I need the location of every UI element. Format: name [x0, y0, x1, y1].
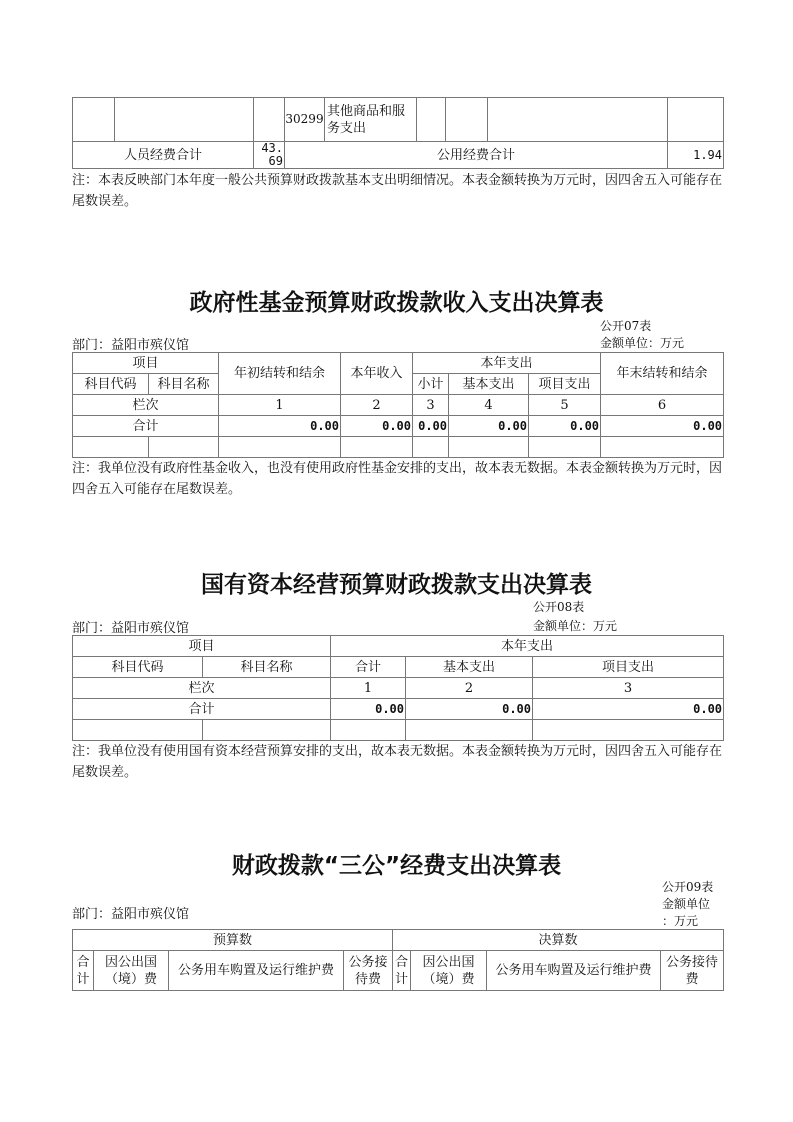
- table-row: [73, 98, 724, 142]
- public-total-value: 1.94: [668, 142, 724, 169]
- column-index: 2: [341, 395, 413, 416]
- state-capital-table: [72, 635, 724, 741]
- table-title: 政府性基金预算财政拨款收入支出决算表: [189, 290, 604, 316]
- total-value: 0.00: [219, 416, 341, 437]
- personnel-total-label: 人员经费合计: [73, 142, 254, 169]
- column-index: 3: [413, 395, 449, 416]
- public-total-label: 公用经费合计: [285, 142, 668, 169]
- column-index-label: 栏次: [73, 395, 219, 416]
- header-begin: 年初结转和结余: [219, 353, 341, 395]
- item-code: 30299: [285, 98, 325, 142]
- header-total: 合计: [393, 951, 411, 991]
- table-note: 注：我单位没有使用国有资本经营预算安排的支出，故本表无数据。本表金额转换为万元时，因四舍五入可能存在尾数误差。: [72, 744, 723, 780]
- total-value: 0.00: [533, 699, 724, 720]
- column-index: 1: [219, 395, 341, 416]
- three-public-expense-table: [72, 929, 724, 991]
- header-car: 公务用车购置及运行维护费: [487, 951, 661, 991]
- gov-fund-table: [72, 352, 724, 458]
- amount-unit-cont: ：万元: [662, 914, 699, 928]
- column-index: 1: [331, 678, 406, 699]
- item-name: 其他商品和服务支出: [325, 98, 417, 142]
- amount-unit: 金额单位: [662, 897, 711, 911]
- amount-unit: 金额单位：万元: [600, 336, 685, 350]
- department: 部门：益阳市殡仪馆: [72, 621, 190, 636]
- basic-expense-table-tail: [72, 97, 724, 169]
- header-total: 合计: [73, 951, 94, 991]
- column-index: 5: [529, 395, 601, 416]
- form-number: 公开08表: [533, 600, 585, 614]
- header-item: 项目: [73, 353, 219, 374]
- department: 部门：益阳市殡仪馆: [72, 338, 190, 353]
- total-value: 0.00: [413, 416, 449, 437]
- header-name: 科目名称: [149, 374, 219, 395]
- total-value: 0.00: [529, 416, 601, 437]
- header-final: 决算数: [393, 930, 724, 951]
- table-title: 财政拨款“三公”经费支出决算表: [231, 853, 562, 879]
- header-expense: 本年支出: [413, 353, 601, 374]
- form-number: 公开07表: [600, 319, 652, 333]
- header-name: 科目名称: [203, 657, 331, 678]
- department: 部门：益阳市殡仪馆: [72, 907, 190, 922]
- form-number: 公开09表: [662, 880, 714, 894]
- total-value: 0.00: [331, 699, 406, 720]
- column-index: 4: [449, 395, 529, 416]
- header-item: 项目: [73, 636, 331, 657]
- header-expense: 本年支出: [331, 636, 724, 657]
- column-index-label: 栏次: [73, 678, 331, 699]
- header-subtotal: 小计: [413, 374, 449, 395]
- total-value: 0.00: [406, 699, 533, 720]
- header-abroad: 因公出国（境）费: [94, 951, 169, 991]
- header-reception: 公务接待费: [661, 951, 724, 991]
- total-label: 合计: [73, 699, 331, 720]
- header-total: 合计: [331, 657, 406, 678]
- header-end: 年末结转和结余: [601, 353, 724, 395]
- total-value: 0.00: [601, 416, 724, 437]
- header-project: 项目支出: [533, 657, 724, 678]
- table-row: [73, 142, 724, 169]
- header-code: 科目代码: [73, 657, 203, 678]
- table-title: 国有资本经营预算财政拨款支出决算表: [201, 572, 592, 598]
- header-basic: 基本支出: [449, 374, 529, 395]
- table-note: 注：我单位没有政府性基金收入，也没有使用政府性基金安排的支出，故本表无数据。本表金额转换为万元时，因四舍五入可能存在尾数误差。: [72, 461, 723, 497]
- table-note: 注：本表反映部门本年度一般公共预算财政拨款基本支出明细情况。本表金额转换为万元时，因四舍五入可能存在尾数误差。: [72, 173, 723, 209]
- header-budget: 预算数: [73, 930, 393, 951]
- amount-unit: 金额单位：万元: [533, 619, 618, 633]
- total-value: 0.00: [449, 416, 529, 437]
- header-code: 科目代码: [73, 374, 149, 395]
- header-reception: 公务接待费: [344, 951, 393, 991]
- header-income: 本年收入: [341, 353, 413, 395]
- header-project: 项目支出: [529, 374, 601, 395]
- column-index: 3: [533, 678, 724, 699]
- header-car: 公务用车购置及运行维护费: [169, 951, 344, 991]
- header-abroad: 因公出国（境）费: [411, 951, 487, 991]
- total-label: 合计: [73, 416, 219, 437]
- header-basic: 基本支出: [406, 657, 533, 678]
- personnel-total-value: 43.69: [254, 142, 285, 169]
- column-index: 6: [601, 395, 724, 416]
- column-index: 2: [406, 678, 533, 699]
- total-value: 0.00: [341, 416, 413, 437]
